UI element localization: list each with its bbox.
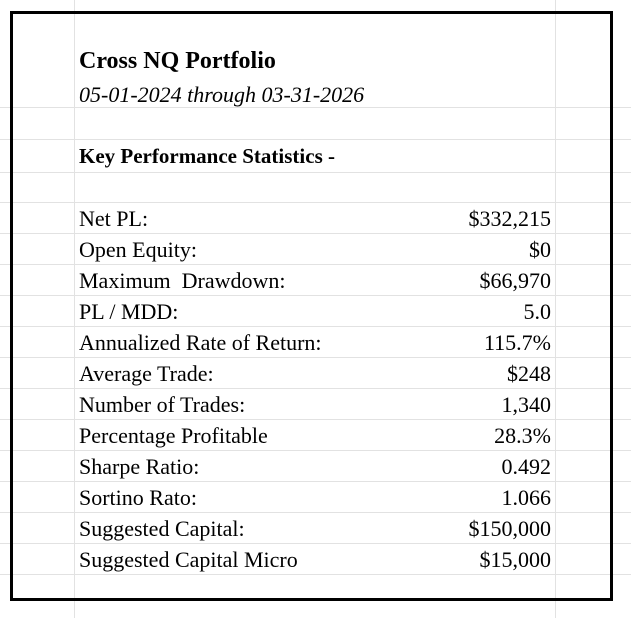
stat-value: $66,970	[479, 268, 551, 293]
date-range: 05-01-2024 through 03-31-2026	[79, 82, 365, 107]
stat-label: Open Equity:	[79, 237, 197, 262]
stat-value: $15,000	[479, 547, 551, 572]
stat-row-suggested-capital	[79, 513, 551, 544]
report-title: Cross NQ Portfolio	[79, 48, 276, 74]
stat-value: 28.3%	[494, 423, 551, 448]
stat-value: $150,000	[468, 516, 551, 541]
stat-value: 5.0	[523, 299, 551, 324]
section-heading: Key Performance Statistics -	[79, 144, 335, 168]
stat-value: 0.492	[501, 454, 551, 479]
stat-label: Sharpe Ratio:	[79, 454, 200, 479]
stat-value: 1.066	[501, 485, 551, 510]
stat-row-max-drawdown	[79, 265, 551, 296]
stat-label: Net PL:	[79, 206, 149, 231]
stat-value: 1,340	[501, 392, 551, 417]
stat-label: Sortino Rato:	[79, 485, 197, 510]
stat-row-open-equity	[79, 234, 551, 265]
stat-label: Suggested Capital Micro	[79, 547, 298, 572]
stat-row-percentage-profitable	[79, 420, 551, 451]
stat-label: Annualized Rate of Return:	[79, 330, 322, 355]
stat-label: Number of Trades:	[79, 392, 246, 417]
stat-row-number-of-trades	[79, 389, 551, 420]
stat-label: Average Trade:	[79, 361, 214, 386]
stat-row-sharpe-ratio	[79, 451, 551, 482]
stat-value: $248	[507, 361, 551, 386]
stat-row-net-pl	[79, 203, 551, 234]
stat-row-annualized-return	[79, 327, 551, 358]
stat-label: Suggested Capital:	[79, 516, 245, 541]
stat-row-sortino-ratio	[79, 482, 551, 513]
stat-value: $332,215	[468, 206, 551, 231]
stat-row-average-trade	[79, 358, 551, 389]
stat-label: Maximum Drawdown:	[79, 268, 286, 293]
stat-row-pl-mdd	[79, 296, 551, 327]
stat-label: Percentage Profitable	[79, 423, 268, 448]
stat-label: PL / MDD:	[79, 299, 179, 324]
stat-row-suggested-capital-micro	[79, 544, 551, 575]
stat-value: 115.7%	[483, 330, 551, 355]
stat-value: $0	[529, 237, 551, 262]
